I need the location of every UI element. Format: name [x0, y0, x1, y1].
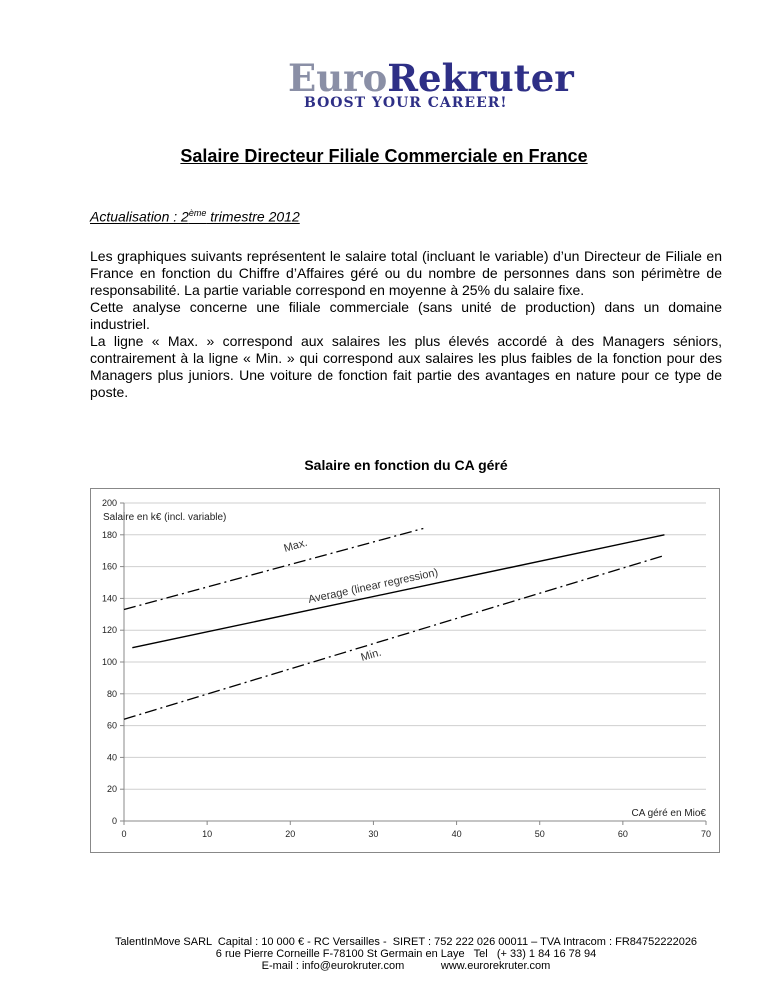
- y-tick-label-120: 120: [101, 625, 117, 636]
- y-tick-label-0: 0: [111, 816, 117, 826]
- x-axis-label: CA géré en Mio€: [631, 808, 706, 819]
- series-label-max: Max.: [282, 536, 309, 555]
- page-footer: [0, 936, 768, 972]
- y-tick-label-160: 160: [101, 561, 117, 572]
- y-tick-label-80: 80: [106, 688, 117, 699]
- intro-paragraph-2: Cette analyse concerne une filiale commerciale (sans unité de production) dans un domaine industriel.: [90, 299, 722, 332]
- intro-paragraph-1: Les graphiques suivants représentent le salaire total (incluant le variable) d’un Directeur de Filiale en France en fonction du Chiffre d’Affaires géré ou du nombre de personnes dans son périmètre de responsabilité. La partie variable correspond en moyenne à 25% du salaire fixe.: [90, 248, 722, 298]
- salary-chart: [90, 488, 720, 853]
- intro-text: [90, 248, 722, 401]
- series-label-average: Average (linear regression): [307, 566, 440, 606]
- company-logo: [288, 56, 574, 118]
- update-suffix: trimestre 2012: [206, 208, 300, 225]
- footer-line-3: E-mail : info@eurokruter.com www.eurorekruter.com: [261, 960, 551, 972]
- series-label-min: Min.: [359, 646, 383, 664]
- logo-tagline: BOOST YOUR CAREER!: [304, 95, 508, 111]
- y-tick-label-180: 180: [101, 529, 117, 540]
- update-superscript: ème: [188, 208, 207, 218]
- x-tick-label-50: 50: [534, 829, 545, 839]
- x-tick-label-10: 10: [202, 829, 213, 839]
- y-axis-label: Salaire en k€ (incl. variable): [103, 512, 227, 523]
- y-tick-label-140: 140: [101, 593, 117, 604]
- y-tick-label-60: 60: [106, 720, 117, 731]
- update-prefix: Actualisation : 2: [90, 208, 189, 225]
- logo-rekruter: Rekruter: [387, 56, 574, 100]
- y-tick-label-20: 20: [106, 784, 117, 795]
- x-tick-label-0: 0: [121, 829, 127, 839]
- y-tick-label-40: 40: [106, 752, 117, 763]
- x-tick-label-60: 60: [617, 829, 628, 839]
- x-tick-label-20: 20: [285, 829, 296, 839]
- footer-line-2: 6 rue Pierre Corneille F-78100 St Germain en Laye Tel (+ 33) 1 84 16 78 94: [215, 948, 597, 960]
- intro-paragraph-3: La ligne « Max. » correspond aux salaires les plus élevés accordé à des Managers séniors, contrairement à la ligne « Min. » qui correspond aux salaires les plus faibles de la fonction pour des Managers plus juniors. Une voiture de fonction fait partie des avantages en nature pour ce type de poste.: [90, 333, 722, 400]
- page-title: Salaire Directeur Filiale Commerciale en France: [180, 146, 588, 166]
- x-tick-label-40: 40: [451, 829, 462, 839]
- logo-euro: Euro: [288, 56, 388, 100]
- y-tick-label-100: 100: [101, 657, 117, 667]
- y-tick-label-200: 200: [101, 498, 117, 508]
- x-tick-label-70: 70: [700, 829, 712, 839]
- x-tick-label-30: 30: [368, 829, 379, 839]
- update-line: [90, 208, 300, 225]
- chart-title: Salaire en fonction du CA géré: [304, 457, 508, 473]
- logo-wordmark: [288, 58, 574, 98]
- footer-line-1: TalentInMove SARL Capital : 10 000 € - RC Versailles - SIRET : 752 222 026 00011 – TVA Intracom : FR84752222026: [114, 936, 698, 948]
